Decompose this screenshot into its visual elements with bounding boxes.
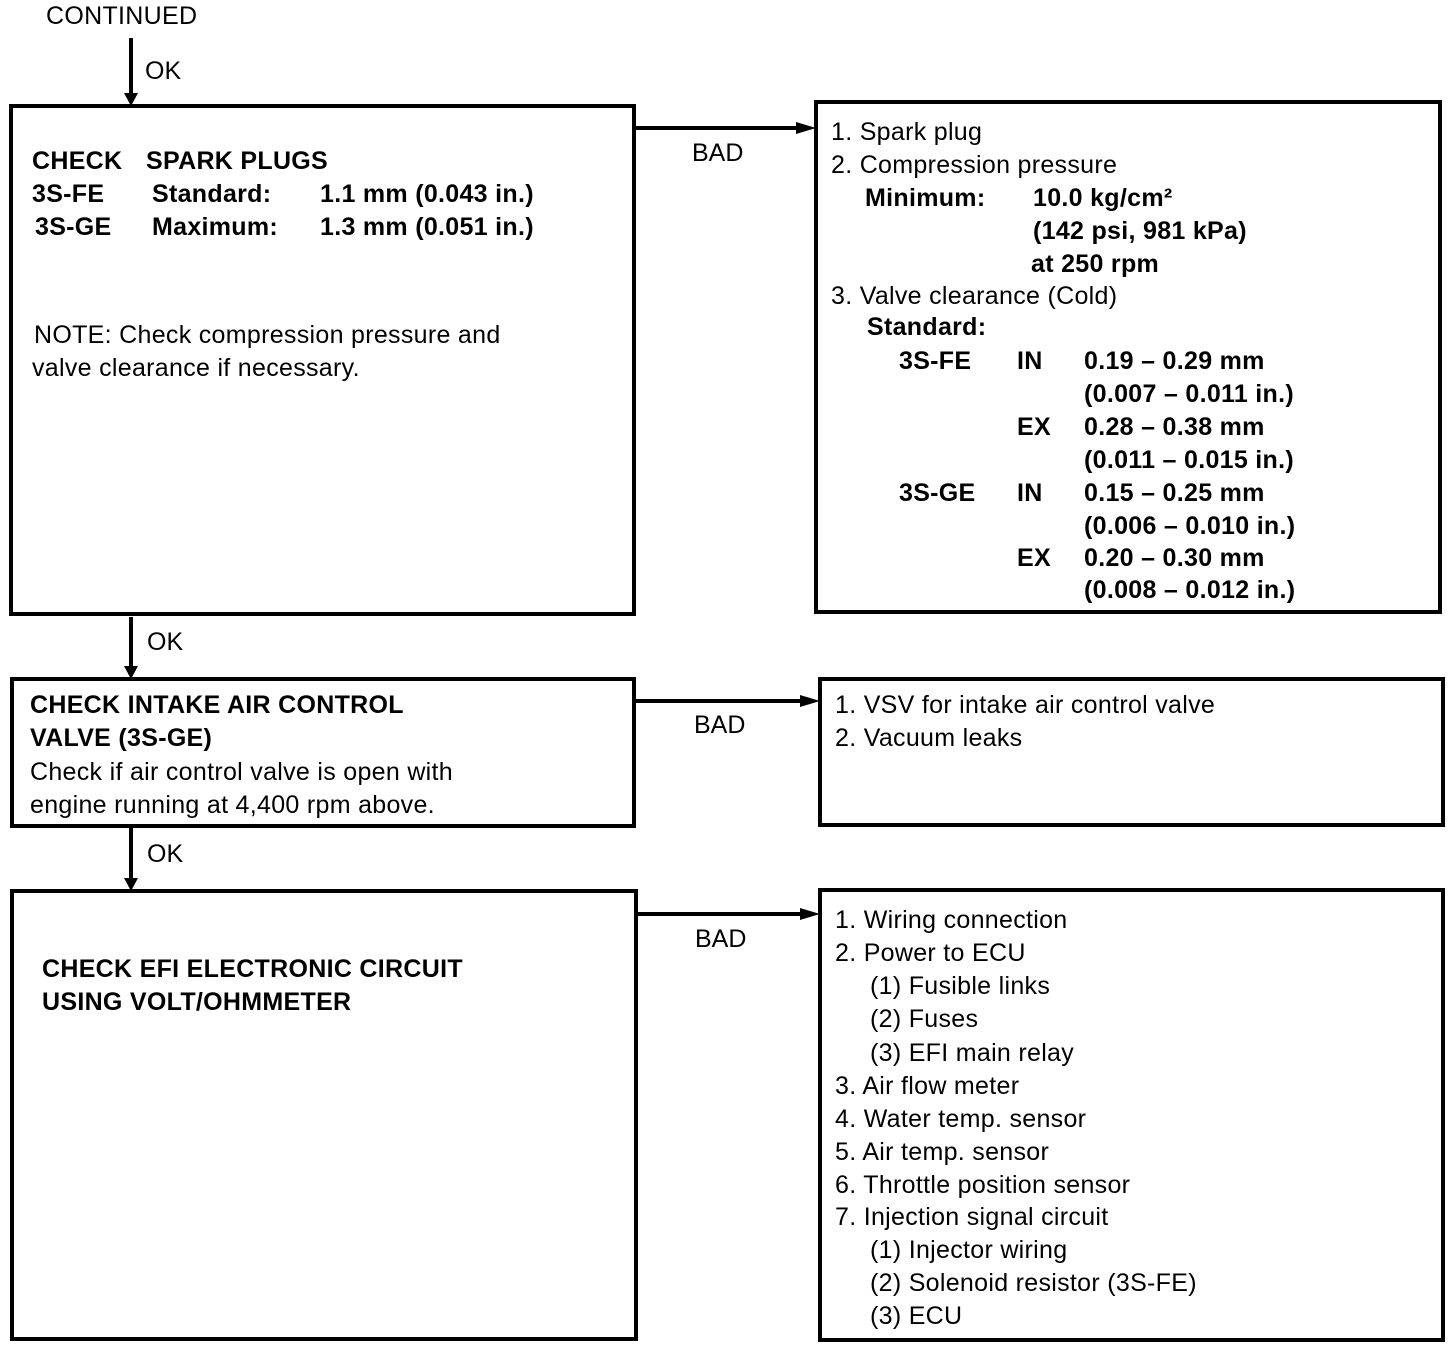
cause-item: 1. VSV for intake air control valve (835, 691, 1216, 719)
cause-item: 3. Valve clearance (Cold) (831, 282, 1118, 310)
step-title: SPARK PLUGS (146, 147, 329, 175)
spec-value: (0.006 – 0.010 in.) (1084, 512, 1296, 540)
step-title: USING VOLT/OHMMETER (42, 988, 352, 1016)
cause-subitem: (2) Fuses (870, 1005, 979, 1033)
cause-subitem: (3) ECU (870, 1302, 963, 1330)
cause-item: 2. Power to ECU (835, 939, 1026, 967)
spark-plug-causes-box (814, 100, 1442, 614)
spec-value: (142 psi, 981 kPa) (1033, 217, 1247, 245)
spec-label: Standard: (867, 313, 987, 341)
step-title: CHECK (32, 147, 123, 175)
cause-item: 1. Spark plug (831, 118, 983, 146)
arrow-right-icon (796, 122, 816, 134)
bad-label: BAD (692, 139, 744, 167)
ok-label: OK (147, 628, 184, 656)
spec-value: (0.007 – 0.011 in.) (1084, 380, 1294, 408)
cause-subitem: (3) EFI main relay (870, 1039, 1075, 1067)
spec-value: (0.011 – 0.015 in.) (1084, 446, 1294, 474)
spec-value: at 250 rpm (1031, 250, 1160, 278)
engine-code: 3S-GE (35, 213, 112, 241)
spec-label: Standard: (152, 180, 272, 208)
ok-label: OK (145, 57, 182, 85)
spec-value: 10.0 kg/cm² (1033, 184, 1173, 212)
cause-subitem: (1) Injector wiring (870, 1236, 1068, 1264)
step-description: engine running at 4,400 rpm above. (30, 791, 435, 819)
bad-label: BAD (695, 925, 747, 953)
cause-item: 2. Vacuum leaks (835, 724, 1023, 752)
cause-item: 1. Wiring connection (835, 906, 1068, 934)
cause-item: 6. Throttle position sensor (835, 1171, 1131, 1199)
continued-label: CONTINUED (46, 2, 198, 30)
check-intake-air-control-box (10, 677, 636, 828)
intake-air-causes-box (818, 677, 1445, 827)
valve-label: IN (1017, 479, 1043, 507)
note-text: valve clearance if necessary. (32, 354, 360, 382)
cause-item: 7. Injection signal circuit (835, 1203, 1109, 1231)
cause-item: 2. Compression pressure (831, 151, 1118, 179)
spec-value: 1.1 mm (0.043 in.) (320, 180, 534, 208)
arrow-right-icon (800, 908, 820, 920)
step-description: Check if air control valve is open with (30, 758, 453, 786)
engine-code: 3S-GE (899, 479, 976, 507)
step-title: CHECK EFI ELECTRONIC CIRCUIT (42, 955, 463, 983)
cause-item: 4. Water temp. sensor (835, 1105, 1087, 1133)
spec-value: 0.19 – 0.29 mm (1084, 347, 1265, 375)
engine-code: 3S-FE (32, 180, 105, 208)
spec-label: Minimum: (865, 184, 986, 212)
cause-item: 3. Air flow meter (835, 1072, 1020, 1100)
spec-value: 1.3 mm (0.051 in.) (320, 213, 534, 241)
ok-label: OK (147, 840, 184, 868)
spec-value: 0.20 – 0.30 mm (1084, 544, 1265, 572)
valve-label: EX (1017, 544, 1051, 572)
step-title: CHECK INTAKE AIR CONTROL (30, 691, 404, 719)
efi-circuit-causes-box (818, 888, 1445, 1342)
check-efi-circuit-box (10, 889, 638, 1341)
bad-label: BAD (694, 711, 746, 739)
cause-item: 5. Air temp. sensor (835, 1138, 1050, 1166)
spec-label: Maximum: (152, 213, 279, 241)
check-spark-plugs-box (9, 104, 636, 616)
cause-subitem: (2) Solenoid resistor (3S-FE) (870, 1269, 1197, 1297)
note-text: NOTE: Check compression pressure and (34, 321, 501, 349)
arrow-right-icon (800, 695, 820, 707)
spec-value: 0.28 – 0.38 mm (1084, 413, 1265, 441)
spec-value: (0.008 – 0.012 in.) (1084, 576, 1296, 604)
spec-value: 0.15 – 0.25 mm (1084, 479, 1265, 507)
cause-subitem: (1) Fusible links (870, 972, 1051, 1000)
valve-label: IN (1017, 347, 1043, 375)
step-title: VALVE (3S-GE) (30, 724, 213, 752)
valve-label: EX (1017, 413, 1051, 441)
engine-code: 3S-FE (899, 347, 972, 375)
